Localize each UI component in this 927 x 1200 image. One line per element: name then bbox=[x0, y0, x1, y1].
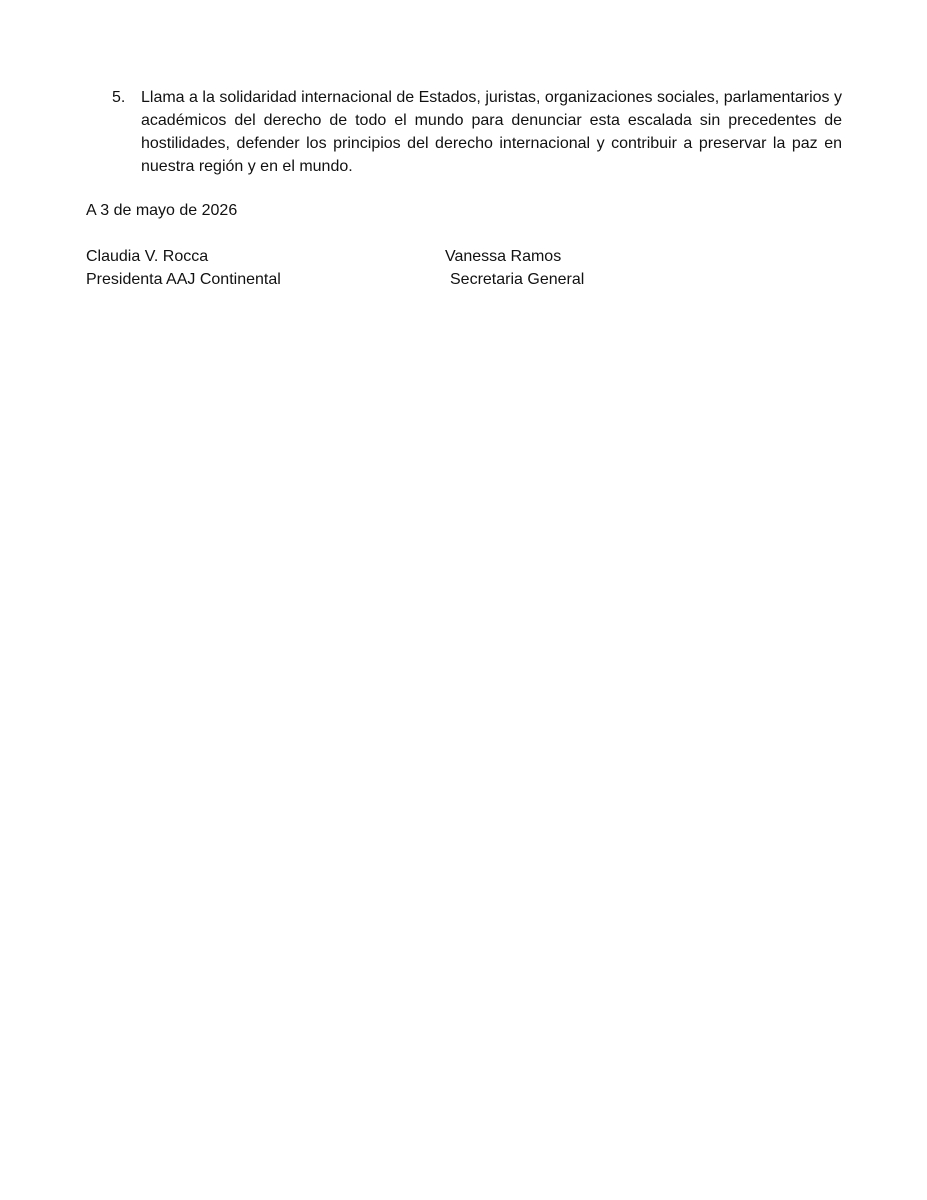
list-item-text: Llama a la solidaridad internacional de Estados, juristas, organizaciones sociales, parlamentarios y académicos del derecho de todo el mundo para denunciar esta escalada sin precedentes de hostilidades, defender los principios del derecho internacional y contribuir a preservar la paz en nuestra región y en el mundo. bbox=[141, 89, 842, 175]
signatory-right bbox=[445, 245, 584, 291]
signatory-name: Vanessa Ramos bbox=[445, 248, 562, 265]
signatory-title: Presidenta AAJ Continental bbox=[86, 271, 281, 288]
signature-block bbox=[86, 245, 646, 295]
list-item-number: 5. bbox=[112, 89, 126, 106]
document-date: A 3 de mayo de 2026 bbox=[86, 202, 238, 219]
signatory-left bbox=[86, 245, 281, 291]
numbered-list-item bbox=[112, 86, 842, 178]
signatory-title: Secretaria General bbox=[450, 271, 585, 288]
signatory-name: Claudia V. Rocca bbox=[86, 248, 209, 265]
